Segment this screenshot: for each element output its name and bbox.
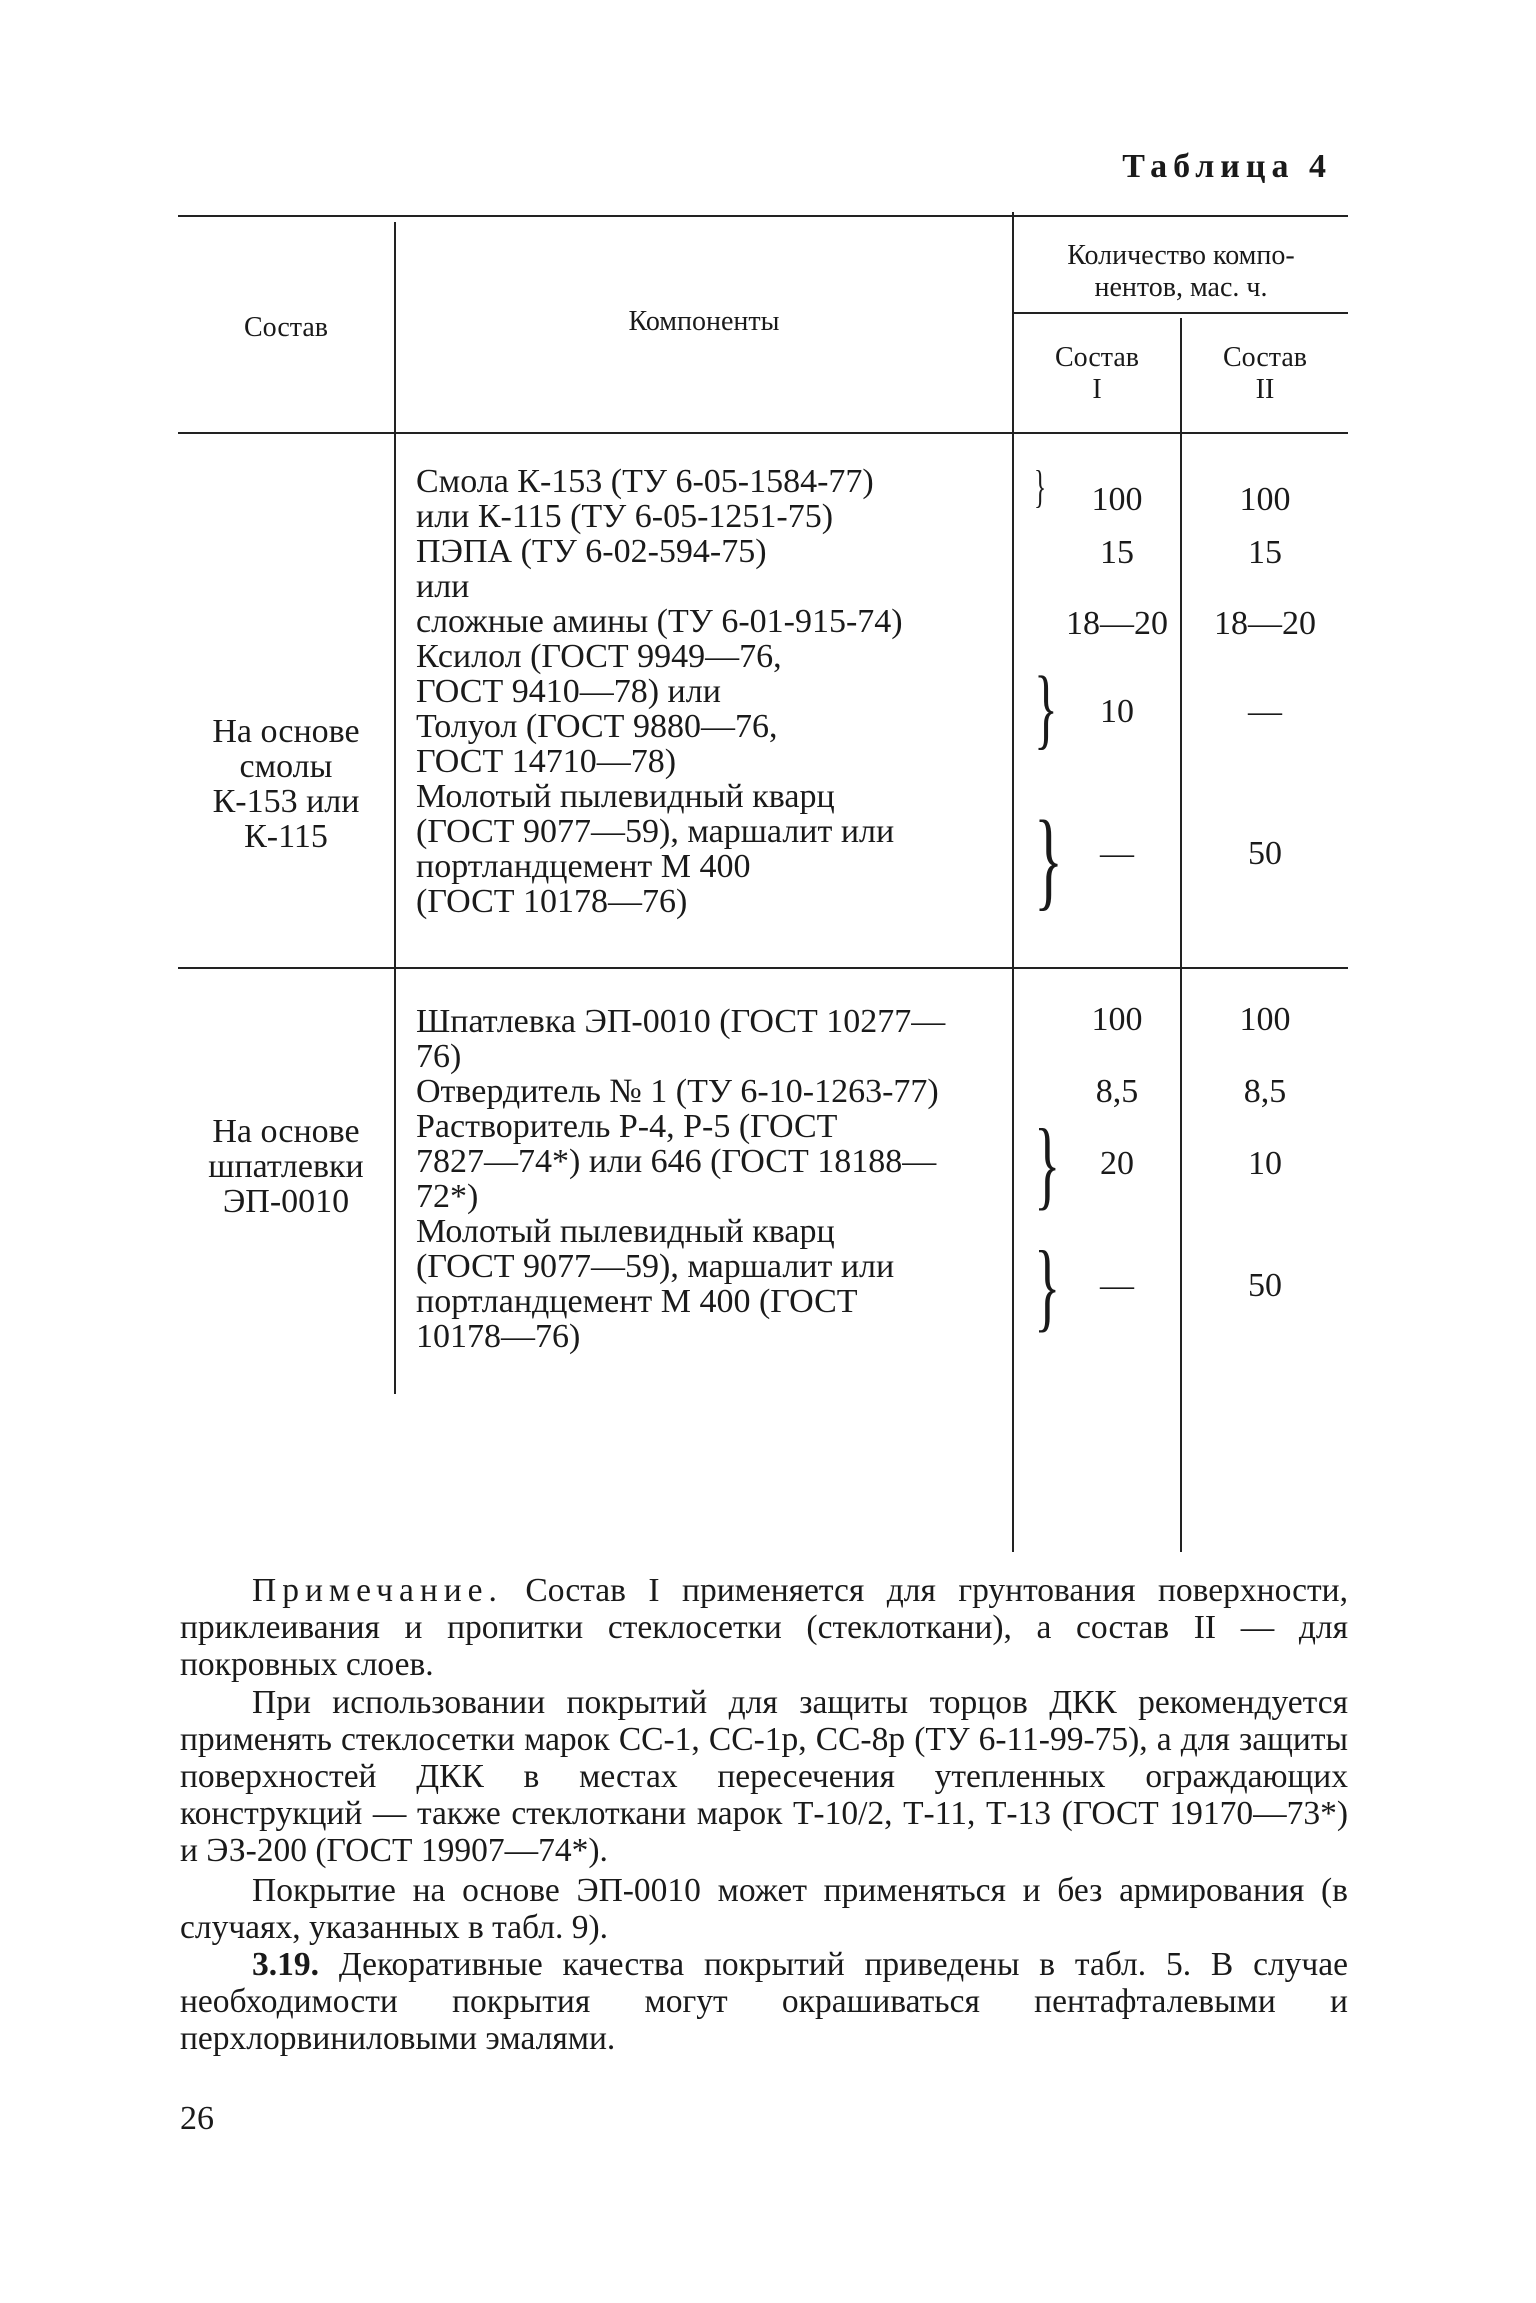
- group-1-brace-1: }: [1034, 461, 1047, 512]
- header-composition: Состав: [243, 312, 329, 343]
- column-divider-2: [1012, 212, 1014, 1552]
- group-2-row-1-I: 100: [1091, 1001, 1143, 1038]
- group-2-row-2-II: 8,5: [1243, 1073, 1287, 1110]
- header-sub-rule: [1012, 312, 1348, 314]
- page-number: 26: [180, 2100, 214, 2137]
- group-2-row-4-I: —: [1100, 1267, 1134, 1304]
- group-2-row-2-I: 8,5: [1095, 1073, 1139, 1110]
- section-text: Декоративные качества покрытий приведены в табл. 5. В случае необходимости покрытия могут окрашиваться пентафталевыми и перхлорвиниловыми эмалями.: [180, 1946, 1348, 2057]
- group-1-row-4-I: 10: [1100, 693, 1134, 730]
- group-1-row-5-I: —: [1100, 835, 1134, 872]
- group-1-row-2-II: 15: [1248, 534, 1282, 571]
- note-label: Примечание.: [252, 1572, 503, 1609]
- group-2-row-3-I: 20: [1100, 1145, 1134, 1182]
- table-caption: Таблица 4: [1122, 148, 1332, 185]
- group-1-brace-2: }: [1034, 659, 1058, 758]
- group-1-row-1-II: 100: [1239, 481, 1291, 518]
- group-divider-rule: [178, 967, 1348, 969]
- header-bottom-rule: [178, 432, 1348, 434]
- section-number: 3.19.: [252, 1946, 319, 1983]
- header-quantity: Количество компо- нентов, мас. ч.: [1067, 240, 1295, 303]
- header-components: Компоненты: [628, 306, 780, 337]
- table-top-rule: [178, 215, 1348, 217]
- group-1-row-3-I: 18—20: [1066, 605, 1168, 642]
- header-composition-I: Состав I: [1054, 342, 1140, 405]
- column-divider-1: [394, 222, 396, 1394]
- group-2-brace-1: }: [1034, 1108, 1061, 1219]
- group-2-row-1-II: 100: [1239, 1001, 1291, 1038]
- group-1-row-4-II: —: [1248, 693, 1282, 730]
- note-text: Состав I применяется для грунтования поверхности, приклеивания и пропитки стеклосетки (стеклоткани), а состав II — для покровных слоев.: [180, 1572, 1348, 1683]
- paragraph-2: Покрытие на основе ЭП-0010 может применяться и без армирования (в случаях, указанных в табл. 9).: [180, 1872, 1348, 1946]
- group-1-brace-3: }: [1034, 798, 1064, 920]
- group-1-row-2-I: 15: [1100, 534, 1134, 571]
- group-2-name: На основе шпатлевки ЭП-0010: [208, 1113, 364, 1220]
- group-2-brace-2: }: [1034, 1230, 1061, 1341]
- group-1-components: Смола К-153 (ТУ 6-05-1584-77) или К-115 (ТУ 6-05-1251-75) ПЭПА (ТУ 6-02-594-75) или сложные амины (ТУ 6-01-915-74) Ксилол (ГОСТ 9949—76, ГОСТ 9410—78) или Толуол (ГОСТ 9880—76, ГОСТ 14710—78) Молотый пылевидный кварц (ГОСТ 9077—59), маршалит или портландцемент М 400 (ГОСТ 10178—76): [416, 463, 903, 920]
- section-paragraph: [180, 1946, 1348, 2057]
- group-2-row-4-II: 50: [1248, 1267, 1282, 1304]
- group-2-row-3-II: 10: [1248, 1145, 1282, 1182]
- group-1-row-5-II: 50: [1248, 835, 1282, 872]
- note-paragraph: [180, 1572, 1348, 1683]
- group-1-row-3-II: 18—20: [1214, 605, 1316, 642]
- group-1-row-1-I: 100: [1091, 481, 1143, 518]
- group-2-components: Шпатлевка ЭП-0010 (ГОСТ 10277— 76) Отвердитель № 1 (ТУ 6-10-1263-77) Растворитель Р-4, Р-5 (ГОСТ 7827—74*) или 646 (ГОСТ 18188— 72*) Молотый пылевидный кварц (ГОСТ 9077—59), маршалит или портландцемент М 400 (ГОСТ 10178—76): [416, 1003, 946, 1355]
- group-1-name: На основе смолы К-153 или К-115: [212, 713, 360, 855]
- paragraph-1: При использовании покрытий для защиты торцов ДКК рекомендуется применять стеклосетки марок СС-1, СС-1р, СС-8р (ТУ 6-11-99-75), а для защиты поверхностей ДКК в местах пересечения утепленных ограждающих конструкций — также стеклоткани марок Т-10/2, Т-11, Т-13 (ГОСТ 19170—73*) и ЭЗ-200 (ГОСТ 19907—74*).: [180, 1684, 1348, 1869]
- header-composition-II: Состав II: [1222, 342, 1308, 405]
